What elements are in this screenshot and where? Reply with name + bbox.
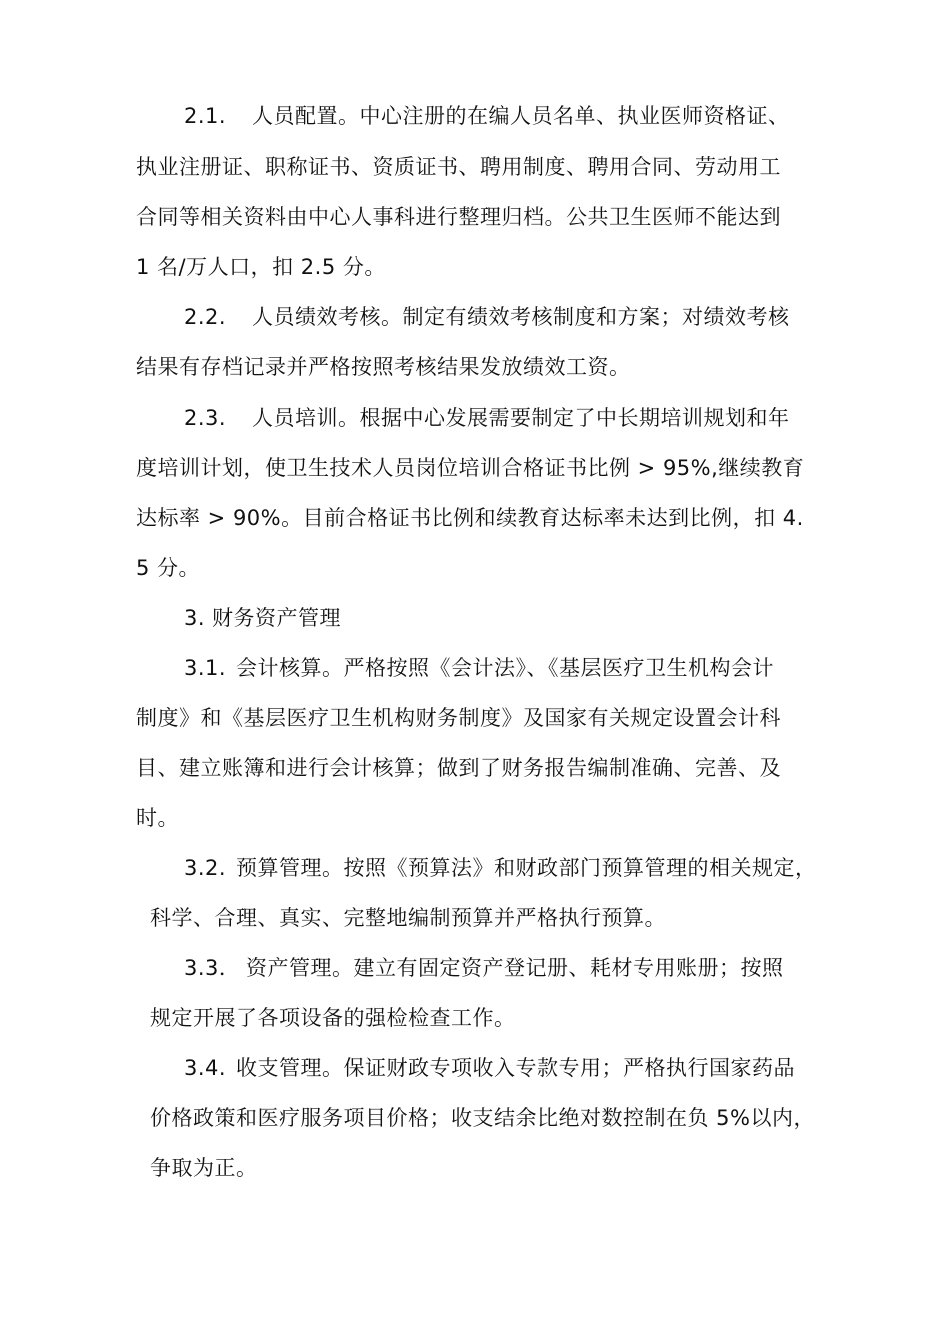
paragraph-2-1-line-3: 合同等相关资料由中心人事科进行整理归档。公共卫生医师不能达到	[136, 205, 781, 229]
paragraph-2-3-line-2: 度培训计划，使卫生技术人员岗位培训合格证书比例 > 95%,继续教育	[136, 456, 805, 480]
paragraph-3-4-line-3: 争取为正。	[150, 1156, 258, 1180]
paragraph-number: 3.1.	[184, 656, 227, 680]
paragraph-2-2-line-2: 结果有存档记录并严格按照考核结果发放绩效工资。	[136, 355, 631, 379]
paragraph-3-3-line-2: 规定开展了各项设备的强检检查工作。	[150, 1006, 516, 1030]
paragraph-3-3-line-1: 3.3． 资产管理。建立有固定资产登记册、耗材专用账册；按照	[184, 953, 784, 983]
paragraph-3-1-line-4: 时。	[136, 806, 179, 830]
paragraph-number: 2.1.	[184, 104, 227, 128]
section-3-heading: 3. 财务资产管理	[184, 603, 341, 633]
paragraph-3-4-line-2: 价格政策和医疗服务项目价格；收支结余比绝对数控制在负 5%以内，	[150, 1106, 815, 1130]
paragraph-2-1-line-2: 执业注册证、职称证书、资质证书、聘用制度、聘用合同、劳动用工	[136, 155, 781, 179]
paragraph-3-1-line-1: 3.1. 会计核算。严格按照《会计法》、《基层医疗卫生机构会计	[184, 653, 774, 683]
paragraph-number: 3.3．	[184, 956, 241, 980]
paragraph-2-1-line-1: 2.1. 人员配置。中心注册的在编人员名单、执业医师资格证、	[184, 101, 790, 131]
paragraph-2-2-line-1: 2.2. 人员绩效考核。制定有绩效考核制度和方案；对绩效考核	[184, 302, 790, 332]
paragraph-number: 2.3.	[184, 406, 227, 430]
paragraph-3-1-line-3: 目、建立账簿和进行会计核算；做到了财务报告编制准确、完善、及	[136, 756, 781, 780]
paragraph-3-2-line-1: 3.2. 预算管理。按照《预算法》和财政部门预算管理的相关规定，	[184, 853, 817, 883]
paragraph-3-1-line-2: 制度》和《基层医疗卫生机构财务制度》及国家有关规定设置会计科	[136, 706, 781, 730]
paragraph-2-3-line-1: 2.3. 人员培训。根据中心发展需要制定了中长期培训规划和年	[184, 403, 790, 433]
paragraph-3-4-line-1: 3.4. 收支管理。保证财政专项收入专款专用；严格执行国家药品	[184, 1053, 795, 1083]
paragraph-2-3-line-3: 达标率 > 90%。目前合格证书比例和续教育达标率未达到比例，扣 4.	[136, 506, 804, 530]
paragraph-number: 2.2.	[184, 305, 227, 329]
paragraph-number: 3.4.	[184, 1056, 227, 1080]
paragraph-3-2-line-2: 科学、合理、真实、完整地编制预算并严格执行预算。	[150, 906, 666, 930]
paragraph-number: 3.	[184, 606, 206, 630]
paragraph-2-1-line-4: 1 名/万人口，扣 2.5 分。	[136, 255, 386, 279]
paragraph-2-3-line-4: 5 分。	[136, 556, 201, 580]
paragraph-number: 3.2.	[184, 856, 227, 880]
